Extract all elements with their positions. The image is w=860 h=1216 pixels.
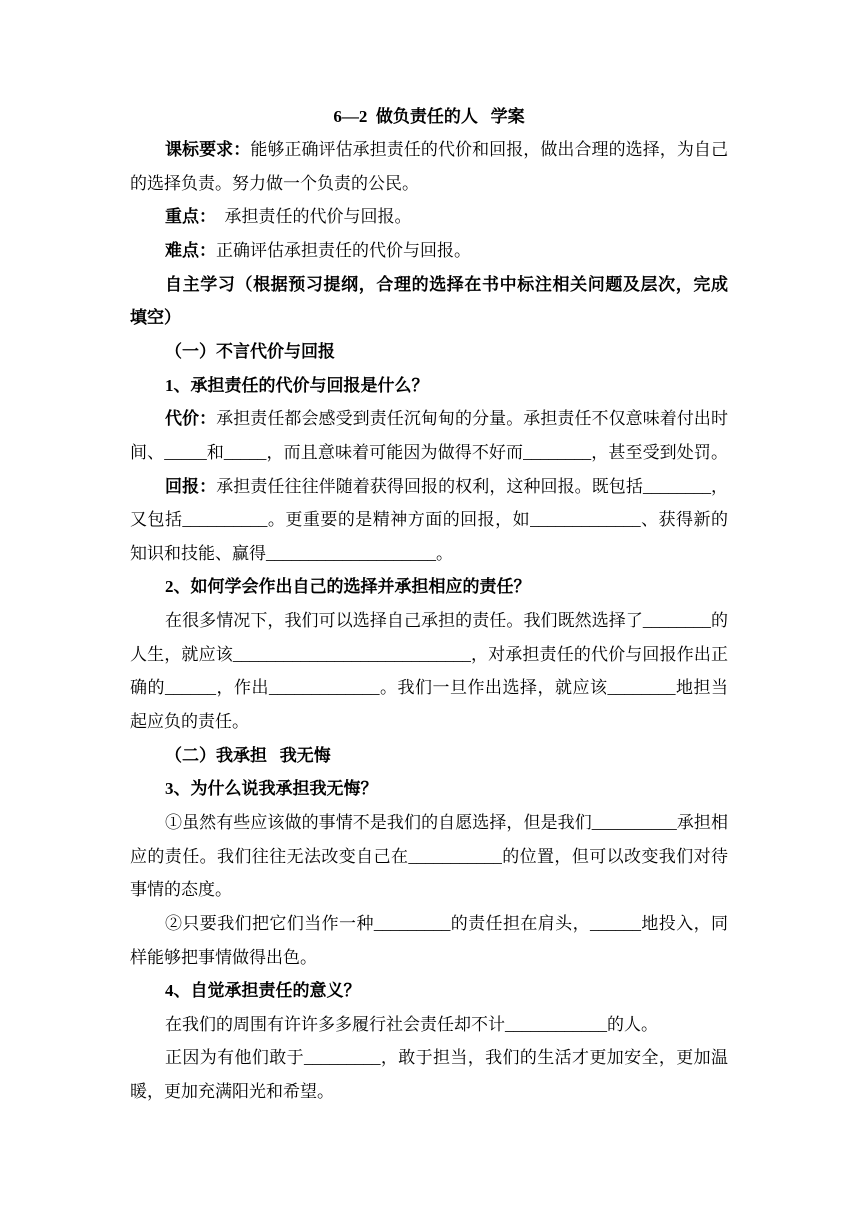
reward-text-end: 知识和技能、赢得____________________。	[130, 543, 453, 563]
q3-point2-line: ②只要我们把它们当作一种_________的责任担在肩头，______地投入，同	[165, 913, 728, 933]
question-4: 4、自觉承担责任的意义？	[165, 981, 361, 1001]
cost-line	[130, 402, 728, 436]
reward-line	[130, 470, 728, 504]
q3-point1-line: 应的责任。我们往往无法改变自己在___________的位置，但可以改变我们对待	[130, 846, 728, 866]
reward-text-cont: 又包括__________。更重要的是精神方面的回报，如_____________、获得新的	[130, 510, 728, 530]
cost-label: 代价：	[165, 409, 217, 429]
curriculum-line	[130, 133, 728, 167]
difficulty-label: 难点：	[165, 241, 216, 261]
reward-label: 回报：	[165, 476, 217, 496]
q2-text-line: 起应负的责任。	[130, 712, 249, 732]
q2-text-line: 在很多情况下，我们可以选择自己承担的责任。我们既然选择了________的	[165, 611, 728, 631]
question-1: 1、承担责任的代价与回报是什么？	[165, 375, 429, 395]
q2-text-line: 确的______，作出_____________。我们一旦作出选择，就应该________地担当	[130, 678, 728, 698]
key-point-label: 重点：	[165, 207, 216, 227]
q2-text-line: 人生，就应该____________________________，对承担责任的代价与回报作出正	[130, 644, 728, 664]
self-study-heading-cont: 填空）	[130, 308, 181, 328]
cost-text-cont: 间、_____和_____，而且意味着可能因为做得不好而________，甚至受到处罚。	[130, 442, 728, 462]
q3-point1-line: ①虽然有些应该做的事情不是我们的自愿选择，但是我们__________承担相	[165, 812, 728, 832]
part2-title: （二）我承担 我无悔	[165, 745, 331, 765]
curriculum-text-cont: 的选择负责。努力做一个负责的公民。	[130, 173, 419, 193]
worksheet-content	[130, 100, 728, 1109]
question-3: 3、为什么说我承担我无悔？	[165, 779, 378, 799]
key-point-line	[130, 200, 728, 234]
q3-point1-line: 事情的态度。	[130, 880, 232, 900]
self-study-heading: 自主学习（根据预习提纲，合理的选择在书中标注相关问题及层次，完成	[165, 274, 728, 294]
difficulty-line	[130, 234, 728, 268]
question-2: 2、如何学会作出自己的选择并承担相应的责任？	[165, 577, 531, 597]
q4-para2-line: 暖，更加充满阳光和希望。	[130, 1082, 334, 1102]
page-title: 6—2 做负责任的人 学案	[333, 106, 525, 126]
q4-para2-line: 正因为有他们敢于_________，敢于担当，我们的生活才更加安全，更加温	[165, 1048, 728, 1068]
q3-point2-line: 样能够把事情做得出色。	[130, 947, 317, 967]
part1-title: （一）不言代价与回报	[165, 341, 335, 361]
curriculum-label: 课标要求：	[165, 140, 251, 160]
difficulty-text: 正确评估承担责任的代价与回报。	[216, 241, 471, 261]
cost-text: 承担责任都会感受到责任沉甸甸的分量。承担责任不仅意味着付出时	[216, 409, 728, 429]
curriculum-text: 能够正确评估承担责任的代价和回报，做出合理的选择，为自己	[250, 140, 728, 160]
reward-text: 承担责任往往伴随着获得回报的权利，这种回报。既包括________，	[216, 476, 729, 496]
key-point-text: 承担责任的代价与回报。	[216, 207, 412, 227]
q4-para1-line: 在我们的周围有许许多多履行社会责任却不计____________的人。	[165, 1014, 658, 1034]
